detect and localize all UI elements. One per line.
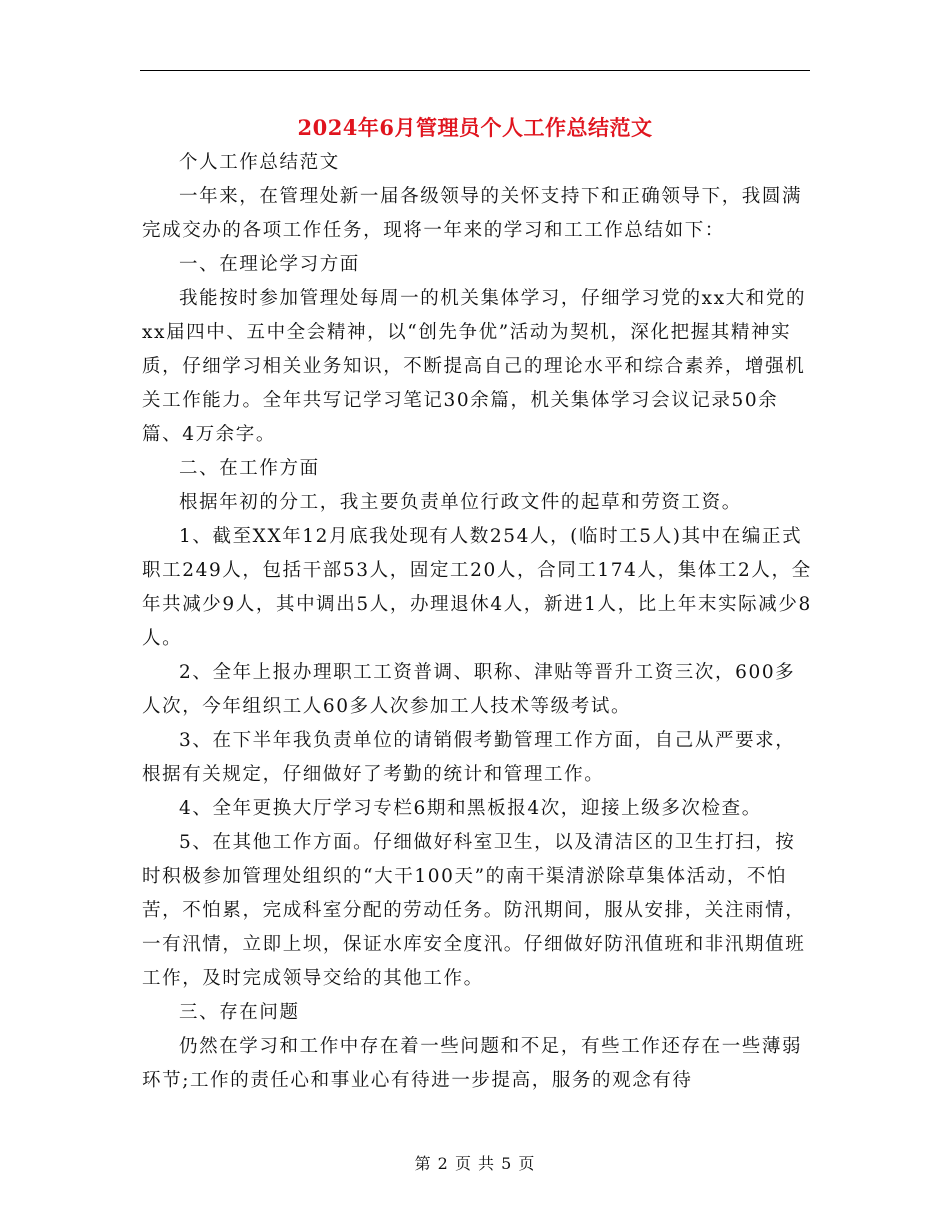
paragraph-theory-study: 我能按时参加管理处每周一的机关集体学习，仔细学习党的xx大和党的xx届四中、五中全会精神，以“创先争优”活动为契机，深化把握其精神实质，仔细学习相关业务知识，不断提高自己的理论水平和综合素养，增强机关工作能力。全年共写记学习笔记30余篇，机关集体学习会议记录50余篇、4万余字。 bbox=[142, 288, 807, 445]
document-body bbox=[142, 146, 812, 1098]
header-rule bbox=[140, 70, 810, 71]
paragraph-problems: 仍然在学习和工作中存在着一些问题和不足，有些工作还存在一些薄弱环节;工作的责任心和事业心有待进一步提高，服务的观念有待 bbox=[142, 1036, 803, 1091]
paragraph-work-item-4: 4、全年更换大厅学习专栏6期和黑板报4次，迎接上级多次检查。 bbox=[179, 798, 762, 819]
page-number-footer: 第 2 页 共 5 页 bbox=[414, 1154, 536, 1173]
paragraph-subtitle: 个人工作总结范文 bbox=[179, 152, 340, 173]
paragraph-work-item-1: 1、截至XX年12月底我处现有人数254人，(临时工5人)其中在编正式职工249人，包括干部53人，固定工20人，合同工174人，集体工2人，全年共减少9人，其中调出5人，办理退休4人，新进1人，比上年末实际减少8人。 bbox=[142, 526, 812, 649]
section-heading-work: 二、在工作方面 bbox=[179, 458, 320, 479]
paragraph-intro: 一年来，在管理处新一届各级领导的关怀支持下和正确领导下，我圆满完成交办的各项工作任务，现将一年来的学习和工工作总结如下： bbox=[142, 186, 803, 241]
paragraph-work-item-2: 2、全年上报办理职工工资普调、职称、津贴等晋升工资三次，600多人次，今年组织工人60多人次参加工人技术等级考试。 bbox=[142, 662, 796, 717]
paragraph-work-division: 根据年初的分工，我主要负责单位行政文件的起草和劳资工资。 bbox=[179, 492, 742, 513]
document-title: 2024年6月管理员个人工作总结范文 bbox=[297, 115, 653, 140]
paragraph-work-item-3: 3、在下半年我负责单位的请销假考勤管理工作方面，自己从严要求，根据有关规定，仔细做好了考勤的统计和管理工作。 bbox=[142, 730, 796, 785]
section-heading-problems: 三、存在问题 bbox=[179, 1002, 300, 1023]
paragraph-work-item-5: 5、在其他工作方面。仔细做好科室卫生，以及清洁区的卫生打扫，按时积极参加管理处组织的“大干100天”的南干渠清淤除草集体活动，不怕苦，不怕累，完成科室分配的劳动任务。防汛期间，服从安排，关注雨情，一有汛情，立即上坝，保证水库安全度汛。仔细做好防汛值班和非汛期值班工作，及时完成领导交给的其他工作。 bbox=[142, 832, 806, 989]
section-heading-theory-study: 一、在理论学习方面 bbox=[179, 254, 360, 275]
